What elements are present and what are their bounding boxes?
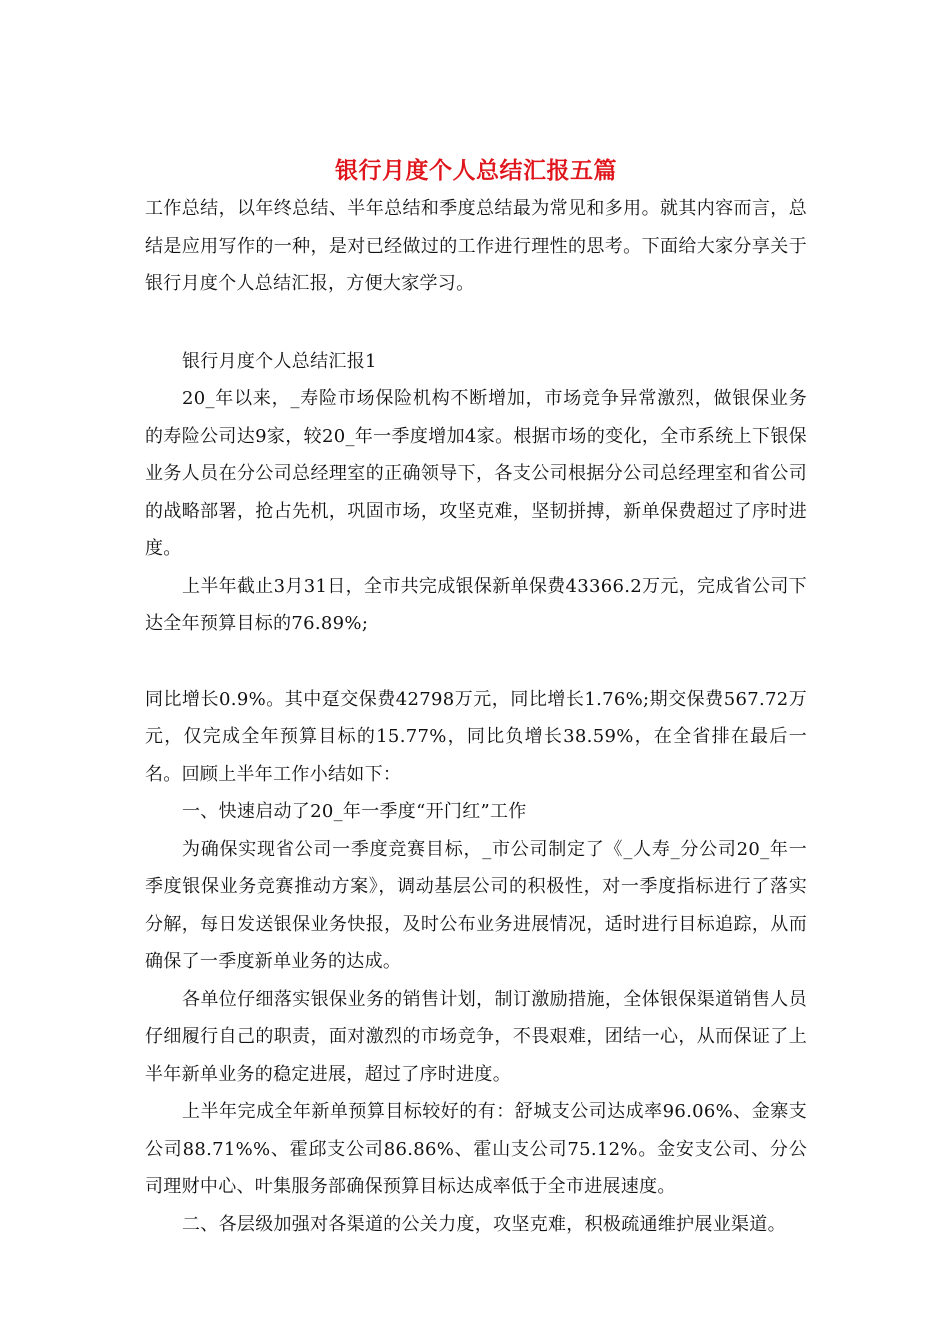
body-paragraph: 为确保实现省公司一季度竞赛目标，_市公司制定了《_人寿_分公司20_年一季度银保业务竞赛推动方案》，调动基层公司的积极性，对一季度指标进行了落实分解，每日发送银保业务快报，及时公布业务进展情况，适时进行目标追踪，从而确保了一季度新单业务的达成。 <box>145 838 807 972</box>
intro-paragraph: 工作总结，以年终总结、半年总结和季度总结最为常见和多用。就其内容而言，总结是应用写作的一种，是对已经做过的工作进行理性的思考。下面给大家分享关于银行月度个人总结汇报，方便大家学习。 <box>145 198 807 294</box>
body-paragraph: 同比增长0.9%。其中趸交保费42798万元，同比增长1.76%;期交保费567.72万元，仅完成全年预算目标的15.77%，同比负增长38.59%，在全省排在最后一名。回顾上半年工作小结如下： <box>145 688 807 785</box>
body-paragraph: 各单位仔细落实银保业务的销售计划，制订激励措施，全体银保渠道销售人员仔细履行自己的职责，面对激烈的市场竞争，不畏艰难，团结一心，从而保证了上半年新单业务的稳定进展，超过了序时进度。 <box>145 988 807 1085</box>
body-paragraph: 上半年完成全年新单预算目标较好的有：舒城支公司达成率96.06%、金寨支公司88.71%%、霍邱支公司86.86%、霍山支公司75.12%。金安支公司、分公司理财中心、叶集服务部确保预算目标达成率低于全市进展速度。 <box>145 1101 807 1197</box>
spacer <box>145 643 807 681</box>
document-title: 银行月度个人总结汇报五篇 <box>335 157 617 184</box>
body-paragraph: 上半年截止3月31日，全市共完成银保新单保费43366.2万元，完成省公司下达全年预算目标的76.89%; <box>145 575 807 634</box>
section-heading: 银行月度个人总结汇报1 <box>182 350 377 372</box>
spacer <box>145 303 807 343</box>
subsection-heading: 一、快速启动了20_年一季度“开门红”工作 <box>182 801 527 822</box>
subsection-heading: 二、各层级加强对各渠道的公关力度，攻坚克难，积极疏通维护展业渠道。 <box>182 1213 786 1235</box>
document-page <box>145 152 807 1243</box>
body-paragraph: 20_年以来，_寿险市场保险机构不断增加，市场竞争异常激烈，做银保业务的寿险公司达9家，较20_年一季度增加4家。根据市场的变化，全市系统上下银保业务人员在分公司总经理室的正确领导下，各支公司根据分公司总经理室和省公司的战略部署，抢占先机，巩固市场，攻坚克难，坚韧拼搏，新单保费超过了序时进度。 <box>145 388 807 559</box>
